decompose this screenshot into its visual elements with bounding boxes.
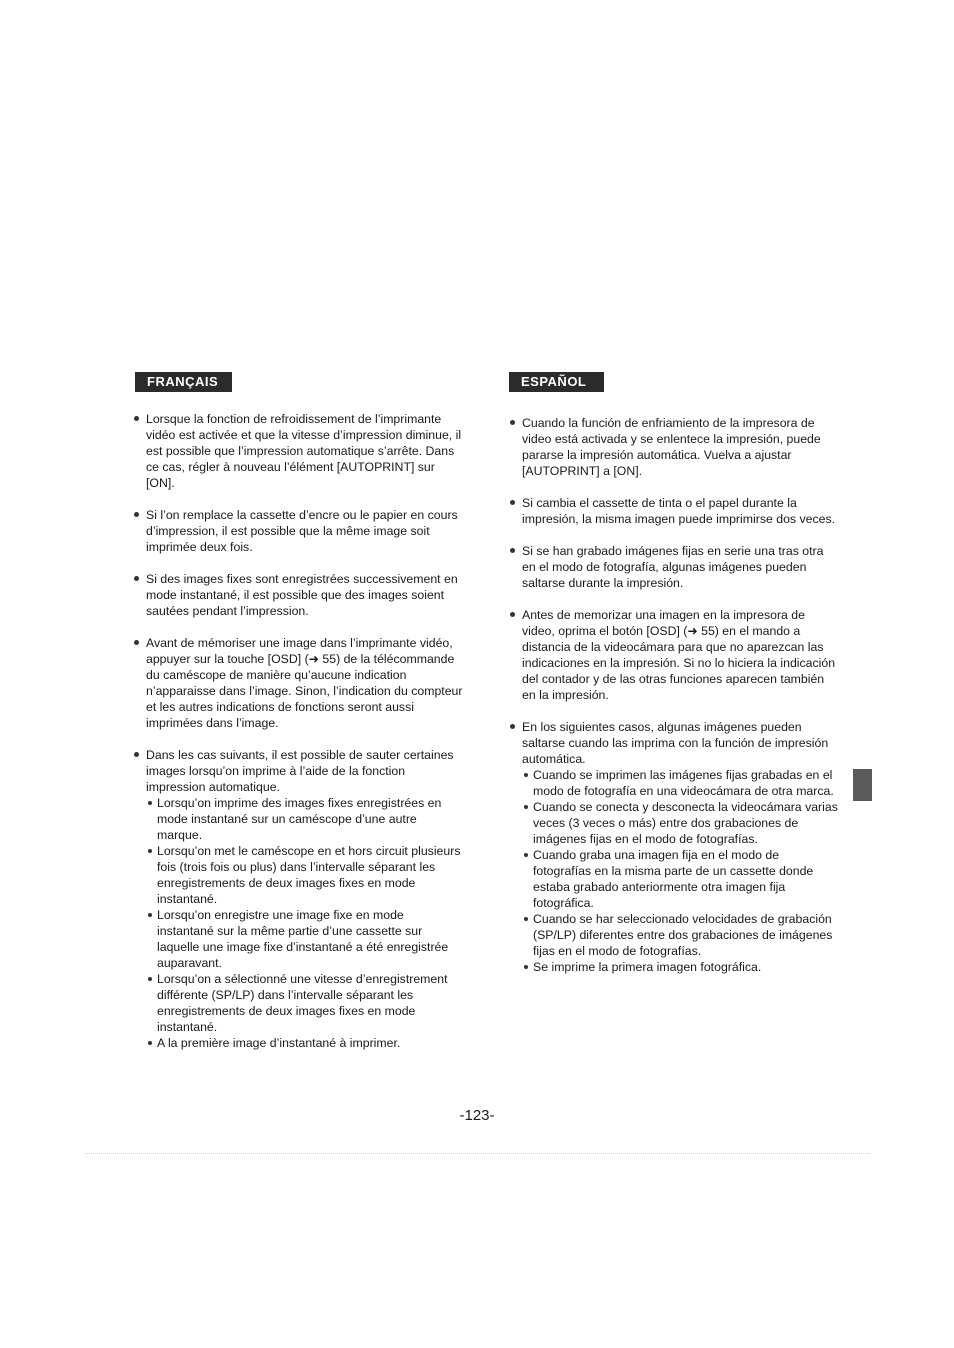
sub-list-item: Lorsqu’on a sélectionné une vitesse d’enregistrement différente (SP/LP) dans l’intervalle séparant les enregistrements de deux images fixes en mode instantané. [146, 971, 463, 1035]
list-item: Si cambia el cassette de tinta o el papel durante la impresión, la misma imagen puede imprimirse dos veces. [509, 495, 839, 527]
francais-column [133, 372, 463, 1067]
list-item: Si se han grabado imágenes fijas en serie una tras otra en el modo de fotografía, algunas imágenes pueden saltarse durante la impresión. [509, 543, 839, 591]
sub-list [146, 795, 463, 1051]
list-item: Avant de mémoriser une image dans l’imprimante vidéo, appuyer sur la touche [OSD] (➜ 55) de la télécommande du caméscope de manière qu’aucune indication n’apparaisse dans l’image. Sinon, l’indication du compteur et les autres indications de fonctions seront aussi imprimées dans l’image. [133, 635, 463, 731]
sub-list-item: Cuando graba una imagen fija en el modo de fotografías en la misma parte de un cassette donde estaba grabado anteriormente otra imagen fija fotográfica. [522, 847, 839, 911]
footer-divider [85, 1153, 870, 1154]
sub-list-item: Cuando se har seleccionado velocidades de grabación (SP/LP) diferentes entre dos grabaciones de imágenes fijas en el modo de fotografías. [522, 911, 839, 959]
section-tab-marker [853, 769, 872, 801]
page-number: -123- [459, 1107, 495, 1124]
list-item: Antes de memorizar una imagen en la impresora de video, oprima el botón [OSD] (➜ 55) en el mando a distancia de la videocámara para que no aparezcan las indicaciones en la impresión. Si no lo hiciera la indicación del contador y de las otras funciones aparecen también en la impresión. [509, 607, 839, 703]
list-item: En los siguientes casos, algunas imágenes pueden saltarse cuando las imprima con la función de impresión automática. Cuando se imprimen las imágenes fijas grabadas en el modo de fotografía en una videocámara de otra marca. Cuando se conecta y desconecta la videocámara varias veces (3 veces o más) entre dos grabaciones de imágenes fijas en el modo de fotografías. Cuando graba una imagen fija en el modo de fotografías en la misma parte de un cassette donde estaba grabado anteriormente otra imagen fija fotográfica. Cuando se har seleccionado velocidades de grabación (SP/LP) diferentes entre dos grabaciones de imágenes fijas en el modo de fotografías. Se imprime la primera imagen fotográfica. [509, 719, 839, 975]
sub-list-item: Cuando se imprimen las imágenes fijas grabadas en el modo de fotografía en una videocámara de otra marca. [522, 767, 839, 799]
list-item: Si des images fixes sont enregistrées successivement en mode instantané, il est possible que des images soient sautées pendant l’impression. [133, 571, 463, 619]
sub-list-item: Lorsqu’on imprime des images fixes enregistrées en mode instantané sur un caméscope d’une autre marque. [146, 795, 463, 843]
francais-heading: FRANÇAIS [135, 372, 232, 392]
sub-list-item: Lorsqu’on met le caméscope en et hors circuit plusieurs fois (trois fois ou plus) dans l’intervalle séparant les enregistrements de deux images fixes en mode instantané. [146, 843, 463, 907]
sub-list-item: Lorsqu’on enregistre une image fixe en mode instantané sur la même partie d’une cassette sur laquelle une image fixe d’instantané a été enregistrée auparavant. [146, 907, 463, 971]
list-item: Si l’on remplace la cassette d’encre ou le papier en cours d’impression, il est possible que la même image soit imprimée deux fois. [133, 507, 463, 555]
espanol-column [509, 372, 839, 991]
espanol-heading: ESPAÑOL [509, 372, 604, 392]
sub-list-item: Cuando se conecta y desconecta la videocámara varias veces (3 veces o más) entre dos grabaciones de imágenes fijas en el modo de fotografías. [522, 799, 839, 847]
sub-list-item: A la première image d’instantané à imprimer. [146, 1035, 463, 1051]
francais-list [133, 411, 463, 1051]
espanol-list [509, 415, 839, 975]
list-item: Dans les cas suivants, il est possible de sauter certaines images lorsqu’on imprime à l’aide de la fonction impression automatique. Lorsqu’on imprime des images fixes enregistrées en mode instantané sur un caméscope d’une autre marque. Lorsqu’on met le caméscope en et hors circuit plusieurs fois (trois fois ou plus) dans l’intervalle séparant les enregistrements de deux images fixes en mode instantané. Lorsqu’on enregistre une image fixe en mode instantané sur la même partie d’une cassette sur laquelle une image fixe d’instantané a été enregistrée auparavant. Lorsqu’on a sélectionné une vitesse d’enregistrement différente (SP/LP) dans l’intervalle séparant les enregistrements de deux images fixes en mode instantané. A la première image d’instantané à imprimer. [133, 747, 463, 1051]
list-item: Cuando la función de enfriamiento de la impresora de video está activada y se enlentece la impresión, puede pararse la impresión automática. Vuelva a ajustar [AUTOPRINT] a [ON]. [509, 415, 839, 479]
list-item: Lorsque la fonction de refroidissement de l’imprimante vidéo est activée et que la vitesse d’impression diminue, il est possible que l’impression automatique s’arrête. Dans ce cas, régler à nouveau l’élément [AUTOPRINT] sur [ON]. [133, 411, 463, 491]
sub-list [522, 767, 839, 975]
sub-list-item: Se imprime la primera imagen fotográfica. [522, 959, 839, 975]
